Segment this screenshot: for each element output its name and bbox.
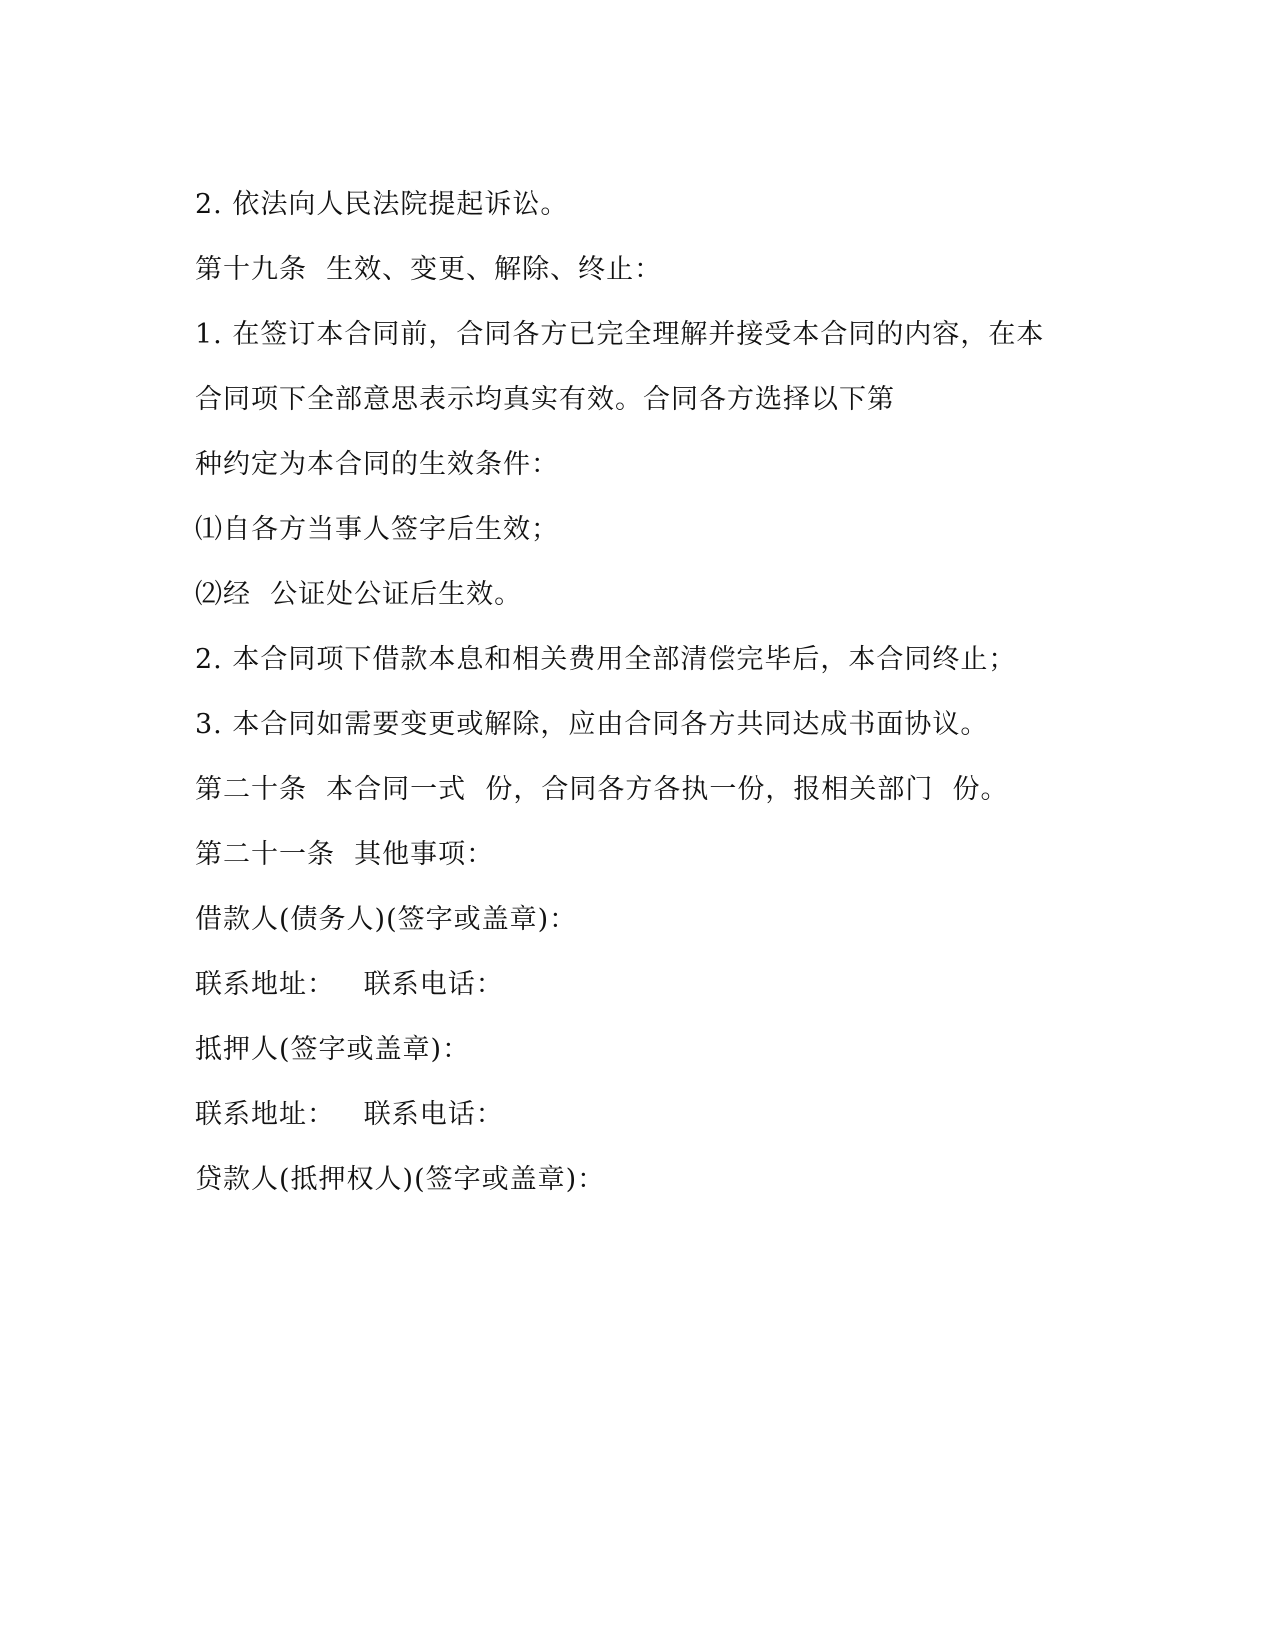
clause-line: 合同项下全部意思表示均真实有效。合同各方选择以下第 [195,384,895,415]
clause-line: 3. 本合同如需要变更或解除，应由合同各方共同达成书面协议。 [195,709,989,740]
clause-line: 1. 在签订本合同前，合同各方已完全理解并接受本合同的内容，在本 [195,319,1045,350]
contact-line: 联系地址： 联系电话： [195,1099,504,1130]
article-heading: 第二十一条 其他事项： [195,839,495,870]
clause-line: 2. 本合同项下借款本息和相关费用全部清偿完毕后，本合同终止； [195,644,1017,675]
document-body [195,172,1095,1212]
contact-line: 联系地址： 联系电话： [195,969,504,1000]
signature-line: 贷款人(抵押权人)(签字或盖章)： [195,1164,606,1195]
signature-line: 借款人(债务人)(签字或盖章)： [195,904,578,935]
article-heading: 第二十条 本合同一式 份，合同各方各执一份，报相关部门 份。 [195,774,1009,805]
clause-line: ⑴自各方当事人签字后生效； [195,514,559,545]
article-heading: 第十九条 生效、变更、解除、终止： [195,254,663,285]
clause-line: 种约定为本合同的生效条件： [195,449,559,480]
clause-line: 2. 依法向人民法院提起诉讼。 [195,189,569,220]
signature-line: 抵押人(签字或盖章)： [195,1034,471,1065]
clause-line: ⑵经 公证处公证后生效。 [195,579,523,610]
